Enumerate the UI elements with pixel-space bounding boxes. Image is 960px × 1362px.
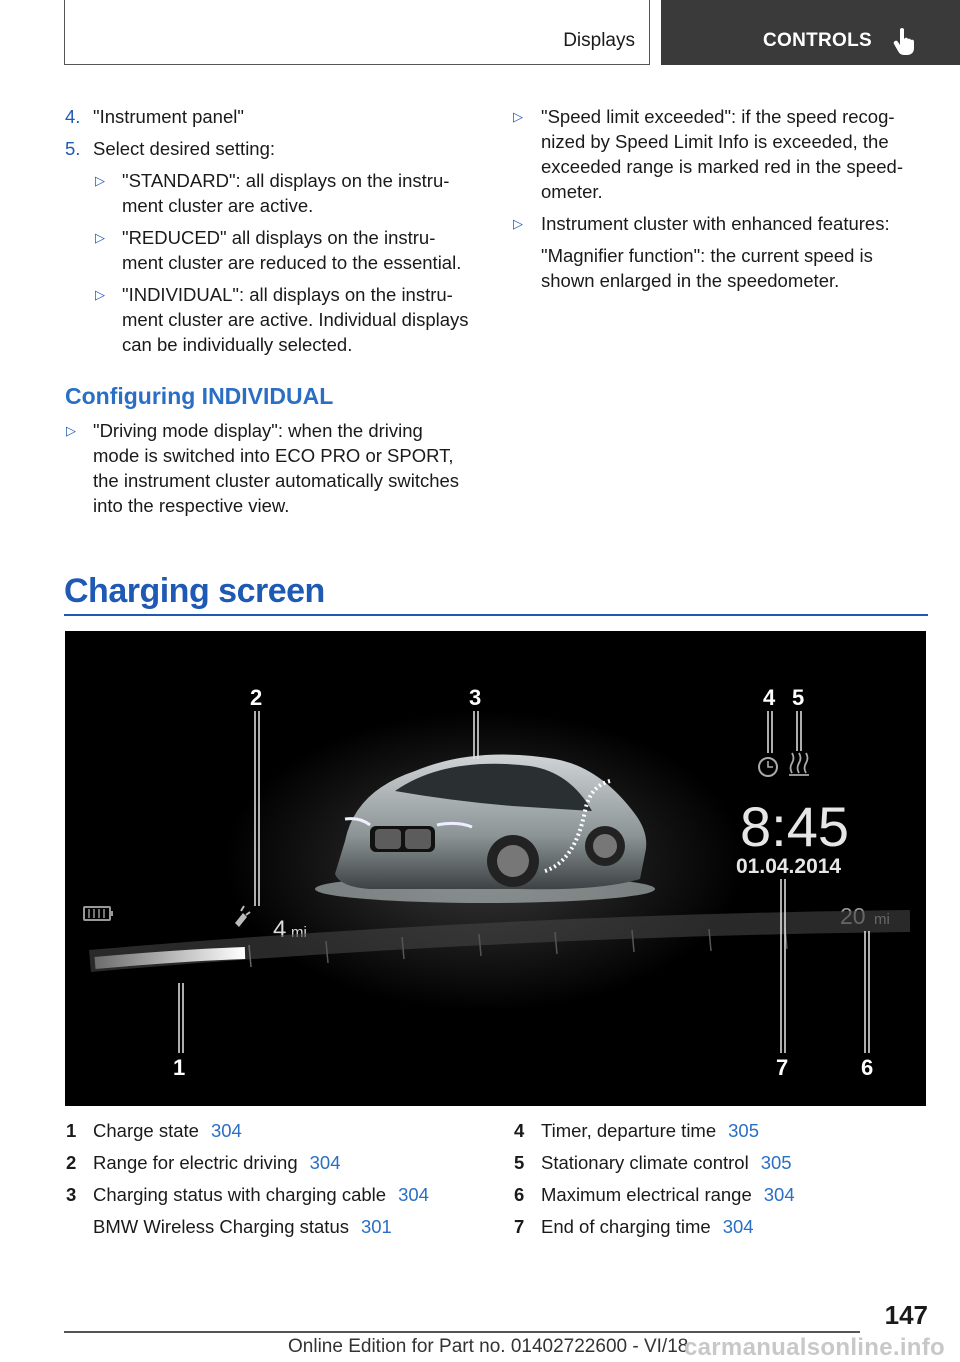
legend-item-2: Range for electric driving 304: [93, 1152, 341, 1173]
step-number-4: 4.: [65, 106, 81, 127]
header-chapter-title: CONTROLS: [763, 30, 873, 51]
legend-item-3: Charging status with charging cable 304: [93, 1184, 429, 1205]
page-number: 147: [884, 1300, 928, 1330]
range-left-value: 4: [273, 916, 287, 943]
option-reduced-line2: ment cluster are reduced to the essential.: [122, 252, 462, 273]
option-standard-line1: "STANDARD": all displays on the instru-: [122, 170, 450, 191]
legend-num-2: 2: [66, 1152, 77, 1173]
callout-2: 2: [250, 685, 263, 710]
driving-mode-line2: mode is switched into ECO PRO or SPORT,: [93, 445, 454, 466]
driving-mode-line1: "Driving mode display": when the driving: [93, 420, 423, 441]
callout-5: 5: [792, 685, 805, 710]
option-standard-line2: ment cluster are active.: [122, 195, 314, 216]
clock-date: 01.04.2014: [736, 855, 842, 878]
callout-1: 1: [173, 1055, 186, 1080]
footer-edition: Online Edition for Part no. 01402722600 - VI/18: [288, 1336, 689, 1357]
step-text-5: Select desired setting:: [93, 138, 276, 159]
legend-num-6: 6: [514, 1184, 525, 1205]
option-individual-line1: "INDIVIDUAL": all displays on the instru-: [122, 284, 453, 305]
callout-7: 7: [776, 1055, 789, 1080]
legend-num-5: 5: [514, 1152, 525, 1173]
option-reduced-line1: "REDUCED" all displays on the instru-: [122, 227, 436, 248]
magnifier-line1: "Magnifier function": the current speed is: [541, 245, 873, 266]
header-section-title: Displays: [563, 30, 635, 51]
header-chapter-box: [661, 0, 960, 65]
page-ref-link[interactable]: 301: [360, 1216, 392, 1237]
page-ref-link[interactable]: 304: [309, 1152, 341, 1173]
bullet-triangle-icon: ▷: [66, 423, 76, 438]
callout-6: 6: [861, 1055, 874, 1080]
page-ref-link[interactable]: 304: [722, 1216, 754, 1237]
option-individual-line2: ment cluster are active. Individual displays: [122, 309, 469, 330]
speed-limit-line2: nized by Speed Limit Info is exceeded, the: [541, 131, 889, 152]
range-left-unit: mi: [291, 924, 307, 941]
page-ref-link[interactable]: 305: [728, 1120, 760, 1141]
magnifier-line2: shown enlarged in the speedometer.: [541, 270, 840, 291]
legend-item-7: End of charging time 304: [541, 1216, 754, 1237]
speed-limit-line4: ometer.: [541, 181, 603, 202]
legend-item-3b: BMW Wireless Charging status 301: [93, 1216, 392, 1237]
bullet-triangle-icon: ▷: [95, 230, 105, 245]
legend-num-7: 7: [514, 1216, 525, 1237]
enhanced-features-text: Instrument cluster with enhanced features:: [541, 213, 890, 234]
range-right-value: 20: [840, 903, 866, 929]
callout-4: 4: [763, 685, 776, 710]
bullet-triangle-icon: ▷: [513, 109, 523, 124]
range-right-unit: mi: [874, 911, 890, 928]
charging-screen-figure: [65, 631, 926, 1106]
header-section-box: [64, 0, 650, 65]
bullet-triangle-icon: ▷: [95, 287, 105, 302]
clock-time: 8:45: [740, 795, 849, 858]
option-individual-line3: can be individually selected.: [122, 334, 353, 355]
legend-num-4: 4: [514, 1120, 525, 1141]
speed-limit-line3: exceeded range is marked red in the speed-: [541, 156, 903, 177]
watermark: carmanualsonline.info: [684, 1334, 946, 1361]
page-ref-link[interactable]: 304: [210, 1120, 242, 1141]
step-number-5: 5.: [65, 138, 81, 159]
legend-num-3: 3: [66, 1184, 77, 1205]
bullet-triangle-icon: ▷: [513, 216, 523, 231]
legend-item-5: Stationary climate control 305: [541, 1152, 792, 1173]
legend-item-4: Timer, departure time 305: [541, 1120, 760, 1141]
callout-3: 3: [469, 685, 482, 710]
section-rule: [64, 614, 928, 616]
page-ref-link[interactable]: 305: [760, 1152, 792, 1173]
charging-screen-illustration: [65, 631, 926, 1106]
subheading-configuring-individual: Configuring INDIVIDUAL: [65, 383, 334, 409]
page-ref-link[interactable]: 304: [763, 1184, 795, 1205]
driving-mode-line3: the instrument cluster automatically switches: [93, 470, 460, 491]
step-text-4: "Instrument panel": [93, 106, 244, 127]
section-title-charging-screen: Charging screen: [64, 572, 325, 610]
legend-item-1: Charge state 304: [93, 1120, 242, 1141]
bullet-triangle-icon: ▷: [95, 173, 105, 188]
page-ref-link[interactable]: 304: [398, 1184, 429, 1205]
hand-pointer-icon: [893, 26, 919, 56]
legend-num-1: 1: [66, 1120, 77, 1141]
speed-limit-line1: "Speed limit exceeded": if the speed recog-: [541, 106, 895, 127]
footer-rule: [64, 1331, 860, 1333]
driving-mode-line4: into the respective view.: [93, 495, 290, 516]
legend-item-6: Maximum electrical range 304: [541, 1184, 795, 1205]
